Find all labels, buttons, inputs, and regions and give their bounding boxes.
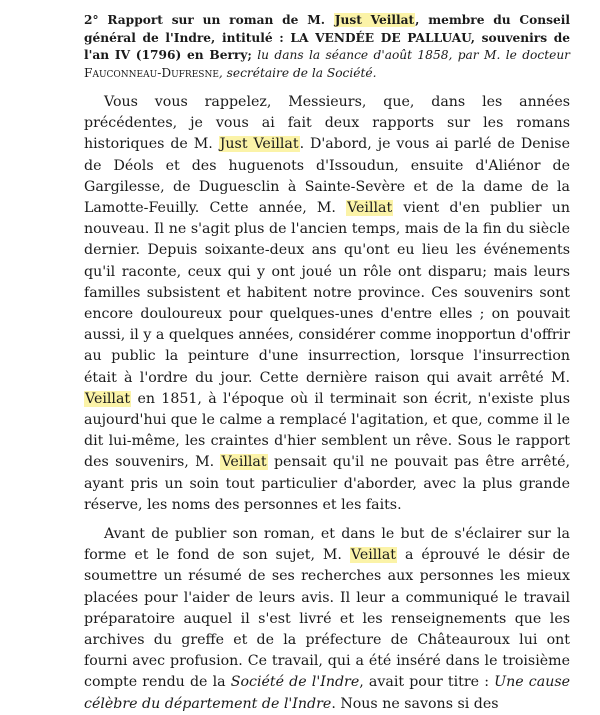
heading-lead: 2° Rapport sur un roman de M. [84, 13, 334, 27]
highlighted-name: Just Veillat [219, 136, 299, 153]
report-body [84, 92, 570, 715]
paragraph-1 [84, 92, 570, 516]
text-run: a éprouvé le désir de soumettre un résumé de ses recherches aux personnes les mieux placées pour l'aider de leurs avis. Il leur a communiqué le travail préparatoire auquel il s'est livré et les renseignements que les archives du greffe et de la préfecture de Châteauroux lui ont fourni avec profusion. Ce travail, qui a été inséré dans le troisième compte rendu de la [84, 547, 570, 691]
heading-author: Fauconneau-Dufresne [84, 65, 219, 80]
heading-author-role: , secrétaire de la Société. [218, 65, 377, 80]
highlighted-name: Veillat [347, 200, 393, 217]
report-heading [84, 12, 570, 82]
text-run: en 1851, à l'époque où il terminait son écrit, n'existe plus aujourd'hui que le calme a remplacé l'agitation, et que, comme il le dit lui-même, les craintes d'hier semblent un rêve. Sous le rapport des souvenirs, M. [84, 390, 570, 471]
text-run: . D'abord, je vous ai parlé de Denise de Déols et des huguenots d'Issoudun, ensuite d'Aliénor de Gargilesse, de Duguesclin à Sainte-Sevère et de la dame de la Lamotte-Feuilly. Cette année, M. [84, 136, 570, 217]
work-title: Une cause célèbre du département de l'Indre [84, 674, 571, 712]
text-run: Vous vous rappelez, Messieurs, que, dans les années précédentes, je vous ai fait deux rapports sur les romans historiques de M. [84, 94, 570, 153]
highlighted-name: Just Veillat [334, 13, 415, 27]
text-run: . Nous ne savons si des [331, 695, 499, 712]
paragraph-2 [84, 524, 570, 715]
highlighted-name: Veillat [221, 454, 267, 471]
highlighted-name: Veillat [85, 390, 131, 407]
society-name: Société de l'Indre [230, 674, 360, 691]
text-run: pensait qu'il ne pouvait pas être arrêté, ayant pris un soin tout particulier d'aborder, avec la plus grande réserve, les noms des personnes et les faits. [84, 454, 570, 513]
text-run: , avait pour titre : [359, 674, 495, 691]
heading-title: , membre du Conseil général de l'Indre, intitulé : LA VENDÉE DE PALLUAU, souvenirs de l'an IV (1796) en Berry; [84, 13, 570, 62]
highlighted-name: Veillat [350, 547, 396, 564]
text-run: vient d'en publier un nouveau. Il ne s'agit plus de l'ancien temps, mais de la fin du siècle dernier. Depuis soixante-deux ans qu'ont eu lieu les événements qu'il raconte, ceux qui y ont joué un rôle ont disparu; mais leurs familles subsistent et habitent notre province. Ces souvenirs sont encore douloureux pour quelques-unes d'entre elles ; on pouvait aussi, il y a quelques années, considérer comme inopportun d'offrir au public la peinture d'une insurrection, lorsque l'insurrection était à l'ordre du jour. Cette dernière raison qui avait arrêté M. [84, 200, 570, 386]
text-run: Avant de publier son roman, et dans le but de s'éclairer sur la forme et le fond de son sujet, M. [84, 526, 570, 564]
heading-read-note: lu dans la séance d'août 1858, par M. le docteur [251, 48, 570, 62]
